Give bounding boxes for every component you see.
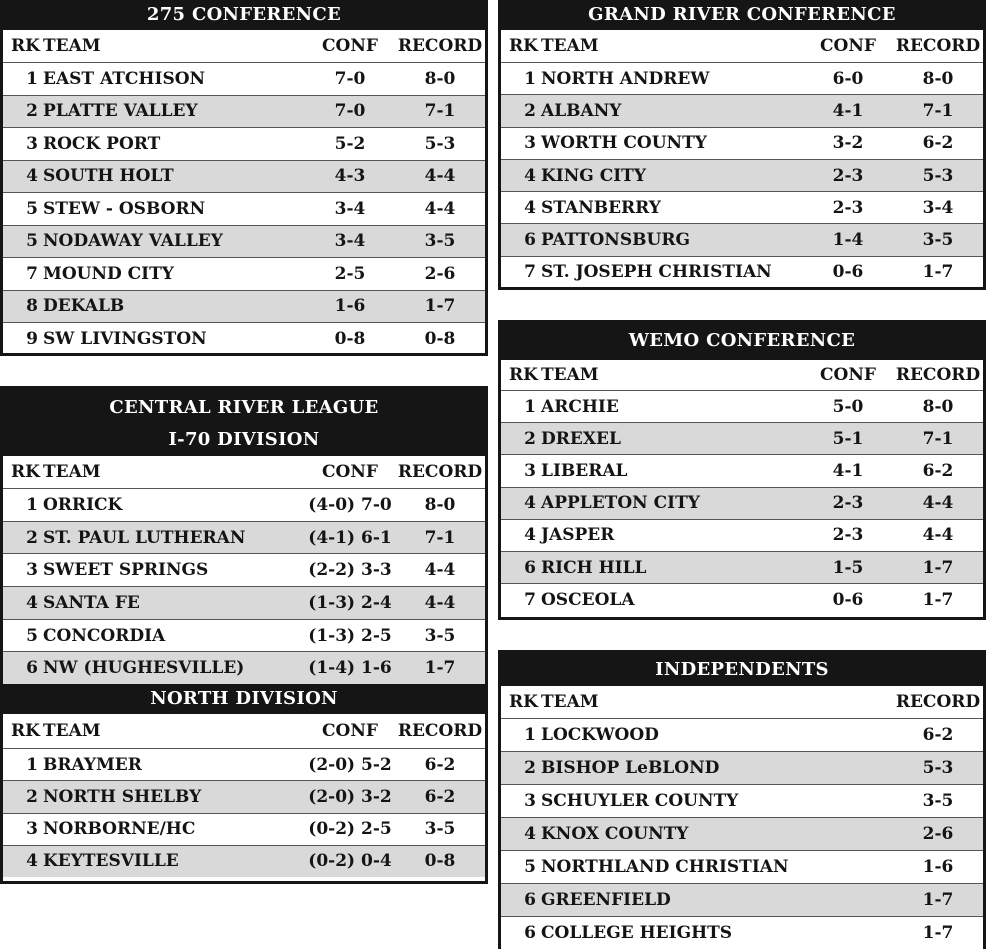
conference-record-cell: 2-5 <box>334 263 366 284</box>
conference-record-cell: 3-4 <box>334 231 366 252</box>
rank-cell: 7 <box>26 263 38 284</box>
table-row <box>3 127 485 160</box>
rank-cell: 2 <box>26 101 38 122</box>
conference-record-cell: 5-0 <box>832 396 864 417</box>
overall-record-cell: 8-0 <box>424 494 456 515</box>
conference-record-cell: (1-4) 1-6 <box>308 658 392 679</box>
table-row <box>501 127 983 159</box>
rank-cell: 3 <box>26 560 38 581</box>
rk-header: RK <box>509 365 538 385</box>
conference-record-cell: 2-3 <box>832 165 864 186</box>
table-row <box>3 845 485 877</box>
overall-record-cell: 5-3 <box>424 133 456 154</box>
overall-record-cell: 0-8 <box>424 851 456 872</box>
column-header-row <box>501 30 983 62</box>
team-name-cell: NW (HUGHESVILLE) <box>43 658 245 679</box>
conference-record-cell: (0-2) 2-5 <box>308 819 392 840</box>
team-name-cell: BISHOP LeBLOND <box>541 758 720 778</box>
overall-record-cell: 2-6 <box>922 824 954 844</box>
rank-cell: 4 <box>524 525 536 546</box>
table-row <box>501 454 983 486</box>
table-row <box>501 519 983 551</box>
team-name-cell: LOCKWOOD <box>541 725 659 745</box>
team-name-cell: KEYTESVILLE <box>43 851 179 872</box>
overall-record-cell: 1-7 <box>922 557 954 578</box>
conf-header: CONF <box>322 462 378 482</box>
grand-river-conference-table <box>498 0 986 290</box>
rank-cell: 8 <box>26 296 38 317</box>
rank-cell: 1 <box>26 754 38 775</box>
team-name-cell: NORTH SHELBY <box>43 786 202 807</box>
conference-record-cell: 4-1 <box>832 100 864 121</box>
rank-cell: 4 <box>524 197 536 218</box>
conference-record-cell: 0-8 <box>334 328 366 349</box>
conference-record-cell: 7-0 <box>334 68 366 89</box>
overall-record-cell: 0-8 <box>424 328 456 349</box>
overall-record-cell: 4-4 <box>424 560 456 581</box>
overall-record-cell: 7-1 <box>922 100 954 121</box>
team-name-cell: SW LIVINGSTON <box>43 328 207 349</box>
team-name-cell: SOUTH HOLT <box>43 166 174 187</box>
record-header: RECORD <box>397 36 483 56</box>
table-row <box>501 256 983 288</box>
team-name-cell: APPLETON CITY <box>541 493 700 514</box>
conference-record-cell: 4-3 <box>334 166 366 187</box>
team-name-cell: ST. JOSEPH CHRISTIAN <box>541 262 772 283</box>
independents-title: INDEPENDENTS <box>501 650 983 686</box>
overall-record-cell: 8-0 <box>922 68 954 89</box>
overall-record-cell: 4-4 <box>424 166 456 187</box>
table-row <box>3 322 485 355</box>
rank-cell: 2 <box>26 527 38 548</box>
conference-record-cell: 6-0 <box>832 68 864 89</box>
rank-cell: 7 <box>524 589 536 610</box>
rank-cell: 3 <box>524 133 536 154</box>
team-name-cell: BRAYMER <box>43 754 142 775</box>
rank-cell: 2 <box>524 428 536 449</box>
column-header-row <box>3 714 485 748</box>
table-row <box>501 94 983 126</box>
overall-record-cell: 2-6 <box>424 263 456 284</box>
rank-cell: 2 <box>26 786 38 807</box>
column-header-row <box>501 360 983 390</box>
column-header-row <box>3 30 485 62</box>
table-row <box>3 651 485 684</box>
table-row <box>501 850 983 883</box>
north-division-title: NORTH DIVISION <box>3 684 485 714</box>
rank-cell: 3 <box>524 460 536 481</box>
team-name-cell: EAST ATCHISON <box>43 68 206 89</box>
team-name-cell: PATTONSBURG <box>541 230 690 251</box>
team-name-cell: COLLEGE HEIGHTS <box>541 923 733 943</box>
table-row <box>501 718 983 751</box>
table-row <box>3 290 485 323</box>
team-header: TEAM <box>541 365 599 385</box>
team-name-cell: LIBERAL <box>541 460 628 481</box>
table-row <box>3 488 485 521</box>
table-row <box>501 784 983 817</box>
overall-record-cell: 6-2 <box>424 754 456 775</box>
team-name-cell: ARCHIE <box>541 396 619 417</box>
overall-record-cell: 5-3 <box>922 165 954 186</box>
overall-record-cell: 1-7 <box>424 658 456 679</box>
overall-record-cell: 4-4 <box>424 198 456 219</box>
table-row <box>3 780 485 812</box>
rank-cell: 3 <box>26 133 38 154</box>
team-name-cell: RICH HILL <box>541 557 647 578</box>
independents-table <box>498 650 986 949</box>
team-name-cell: STEW - OSBORN <box>43 198 206 219</box>
rank-cell: 1 <box>524 396 536 417</box>
overall-record-cell: 3-5 <box>922 791 954 811</box>
rank-cell: 1 <box>26 494 38 515</box>
record-header: RECORD <box>895 36 981 56</box>
overall-record-cell: 3-4 <box>922 197 954 218</box>
overall-record-cell: 8-0 <box>922 396 954 417</box>
overall-record-cell: 3-5 <box>424 625 456 646</box>
table-row <box>501 883 983 916</box>
conference-record-cell: 1-4 <box>832 230 864 251</box>
team-name-cell: NORTH ANDREW <box>541 68 710 89</box>
table-row <box>3 586 485 619</box>
table-row <box>3 553 485 586</box>
rank-cell: 6 <box>524 230 536 251</box>
rank-cell: 4 <box>524 824 536 844</box>
conference-record-cell: 3-4 <box>334 198 366 219</box>
team-name-cell: MOUND CITY <box>43 263 174 284</box>
overall-record-cell: 1-7 <box>922 589 954 610</box>
rank-cell: 5 <box>26 625 38 646</box>
rank-cell: 5 <box>524 857 536 877</box>
conference-record-cell: 2-3 <box>832 525 864 546</box>
table-row <box>3 95 485 128</box>
record-header: RECORD <box>895 365 981 385</box>
table-row <box>501 551 983 583</box>
team-name-cell: ROCK PORT <box>43 133 161 154</box>
rk-header: RK <box>11 462 40 482</box>
overall-record-cell: 8-0 <box>424 68 456 89</box>
conference-record-cell: 3-2 <box>832 133 864 154</box>
overall-record-cell: 7-1 <box>424 527 456 548</box>
conference-record-cell: (2-0) 5-2 <box>308 754 392 775</box>
overall-record-cell: 4-4 <box>922 493 954 514</box>
rank-cell: 1 <box>26 68 38 89</box>
record-header: RECORD <box>397 462 483 482</box>
rank-cell: 5 <box>26 198 38 219</box>
rk-header: RK <box>11 36 40 56</box>
column-header-row <box>3 456 485 488</box>
team-header: TEAM <box>541 692 599 712</box>
team-name-cell: OSCEOLA <box>541 589 635 610</box>
table-row <box>3 748 485 780</box>
table-row <box>3 160 485 193</box>
rank-cell: 3 <box>26 819 38 840</box>
overall-record-cell: 1-7 <box>424 296 456 317</box>
table-row <box>3 62 485 95</box>
conf-header: CONF <box>322 36 378 56</box>
conference-record-cell: (4-1) 6-1 <box>308 527 392 548</box>
overall-record-cell: 4-4 <box>922 525 954 546</box>
team-name-cell: ORRICK <box>43 494 123 515</box>
overall-record-cell: 6-2 <box>922 725 954 745</box>
conference-record-cell: (1-3) 2-4 <box>308 592 392 613</box>
overall-record-cell: 3-5 <box>424 819 456 840</box>
team-name-cell: SANTA FE <box>43 592 140 613</box>
conference-record-cell: 0-6 <box>832 262 864 283</box>
rank-cell: 2 <box>524 758 536 778</box>
overall-record-cell: 7-1 <box>922 428 954 449</box>
team-name-cell: WORTH COUNTY <box>541 133 707 154</box>
overall-record-cell: 3-5 <box>922 230 954 251</box>
table-row <box>501 751 983 784</box>
central-river-league-table <box>0 386 488 884</box>
rank-cell: 7 <box>524 262 536 283</box>
rank-cell: 6 <box>524 557 536 578</box>
team-header: TEAM <box>541 36 599 56</box>
overall-record-cell: 6-2 <box>424 786 456 807</box>
team-name-cell: SWEET SPRINGS <box>43 560 209 581</box>
table-row <box>501 487 983 519</box>
team-name-cell: ST. PAUL LUTHERAN <box>43 527 246 548</box>
table-row <box>3 619 485 652</box>
overall-record-cell: 3-5 <box>424 231 456 252</box>
table-row <box>3 521 485 554</box>
table-row <box>3 257 485 290</box>
wemo-conference-table <box>498 320 986 620</box>
rank-cell: 5 <box>26 231 38 252</box>
grand-river-conference-title: GRAND RIVER CONFERENCE <box>501 0 983 30</box>
conf-header: CONF <box>820 36 876 56</box>
team-name-cell: KNOX COUNTY <box>541 824 689 844</box>
conference-record-cell: 2-3 <box>832 197 864 218</box>
conference-record-cell: 7-0 <box>334 101 366 122</box>
conf-header: CONF <box>322 721 378 742</box>
conference-record-cell: (2-0) 3-2 <box>308 786 392 807</box>
rank-cell: 6 <box>524 890 536 910</box>
team-name-cell: ALBANY <box>541 100 622 121</box>
team-name-cell: CONCORDIA <box>43 625 166 646</box>
conference-record-cell: (1-3) 2-5 <box>308 625 392 646</box>
conference-record-cell: 2-3 <box>832 493 864 514</box>
overall-record-cell: 1-7 <box>922 923 954 943</box>
team-header: TEAM <box>43 36 101 56</box>
record-header: RECORD <box>895 692 981 712</box>
team-name-cell: NODAWAY VALLEY <box>43 231 223 252</box>
table-row <box>501 159 983 191</box>
overall-record-cell: 1-6 <box>922 857 954 877</box>
table-row <box>3 192 485 225</box>
team-name-cell: DREXEL <box>541 428 621 449</box>
rank-cell: 6 <box>524 923 536 943</box>
conference-record-cell: (2-2) 3-3 <box>308 560 392 581</box>
team-header: TEAM <box>43 721 101 742</box>
rank-cell: 6 <box>26 658 38 679</box>
central-river-league-title: CENTRAL RIVER LEAGUE <box>3 386 485 424</box>
record-header: RECORD <box>397 721 483 742</box>
team-name-cell: KING CITY <box>541 165 646 186</box>
rank-cell: 4 <box>524 493 536 514</box>
rank-cell: 9 <box>26 328 38 349</box>
overall-record-cell: 7-1 <box>424 101 456 122</box>
wemo-conference-title: WEMO CONFERENCE <box>501 320 983 360</box>
table-row <box>501 916 983 949</box>
conference-record-cell: 4-1 <box>832 460 864 481</box>
overall-record-cell: 6-2 <box>922 133 954 154</box>
conference-record-cell: 1-6 <box>334 296 366 317</box>
conference-record-cell: 0-6 <box>832 589 864 610</box>
conference-record-cell: 5-1 <box>832 428 864 449</box>
rk-header: RK <box>509 36 538 56</box>
rank-cell: 4 <box>26 592 38 613</box>
team-name-cell: DEKALB <box>43 296 125 317</box>
table-row <box>501 583 983 615</box>
table-row <box>501 62 983 94</box>
table-row <box>501 223 983 255</box>
table-row <box>501 422 983 454</box>
overall-record-cell: 1-7 <box>922 262 954 283</box>
rk-header: RK <box>509 692 538 712</box>
rank-cell: 4 <box>524 165 536 186</box>
team-header: TEAM <box>43 462 101 482</box>
rank-cell: 1 <box>524 68 536 89</box>
rank-cell: 2 <box>524 100 536 121</box>
conference-275-title: 275 CONFERENCE <box>3 0 485 30</box>
team-name-cell: GREENFIELD <box>541 890 671 910</box>
overall-record-cell: 5-3 <box>922 758 954 778</box>
column-header-row <box>501 686 983 718</box>
rank-cell: 4 <box>26 851 38 872</box>
rank-cell: 1 <box>524 725 536 745</box>
conference-275-table <box>0 0 488 356</box>
team-name-cell: NORTHLAND CHRISTIAN <box>541 857 789 877</box>
table-row <box>3 813 485 845</box>
team-name-cell: NORBORNE/HC <box>43 819 196 840</box>
rk-header: RK <box>11 721 40 742</box>
table-row <box>501 191 983 223</box>
rank-cell: 3 <box>524 791 536 811</box>
team-name-cell: JASPER <box>541 525 615 546</box>
overall-record-cell: 4-4 <box>424 592 456 613</box>
conf-header: CONF <box>820 365 876 385</box>
overall-record-cell: 1-7 <box>922 890 954 910</box>
conference-record-cell: (4-0) 7-0 <box>308 494 392 515</box>
table-row <box>3 225 485 258</box>
table-row <box>501 817 983 850</box>
team-name-cell: PLATTE VALLEY <box>43 101 198 122</box>
overall-record-cell: 6-2 <box>922 460 954 481</box>
i70-division-title: I-70 DIVISION <box>3 424 485 456</box>
table-row <box>501 390 983 422</box>
conference-record-cell: (0-2) 0-4 <box>308 851 392 872</box>
rank-cell: 4 <box>26 166 38 187</box>
conference-record-cell: 1-5 <box>832 557 864 578</box>
conference-record-cell: 5-2 <box>334 133 366 154</box>
team-name-cell: SCHUYLER COUNTY <box>541 791 739 811</box>
team-name-cell: STANBERRY <box>541 197 661 218</box>
